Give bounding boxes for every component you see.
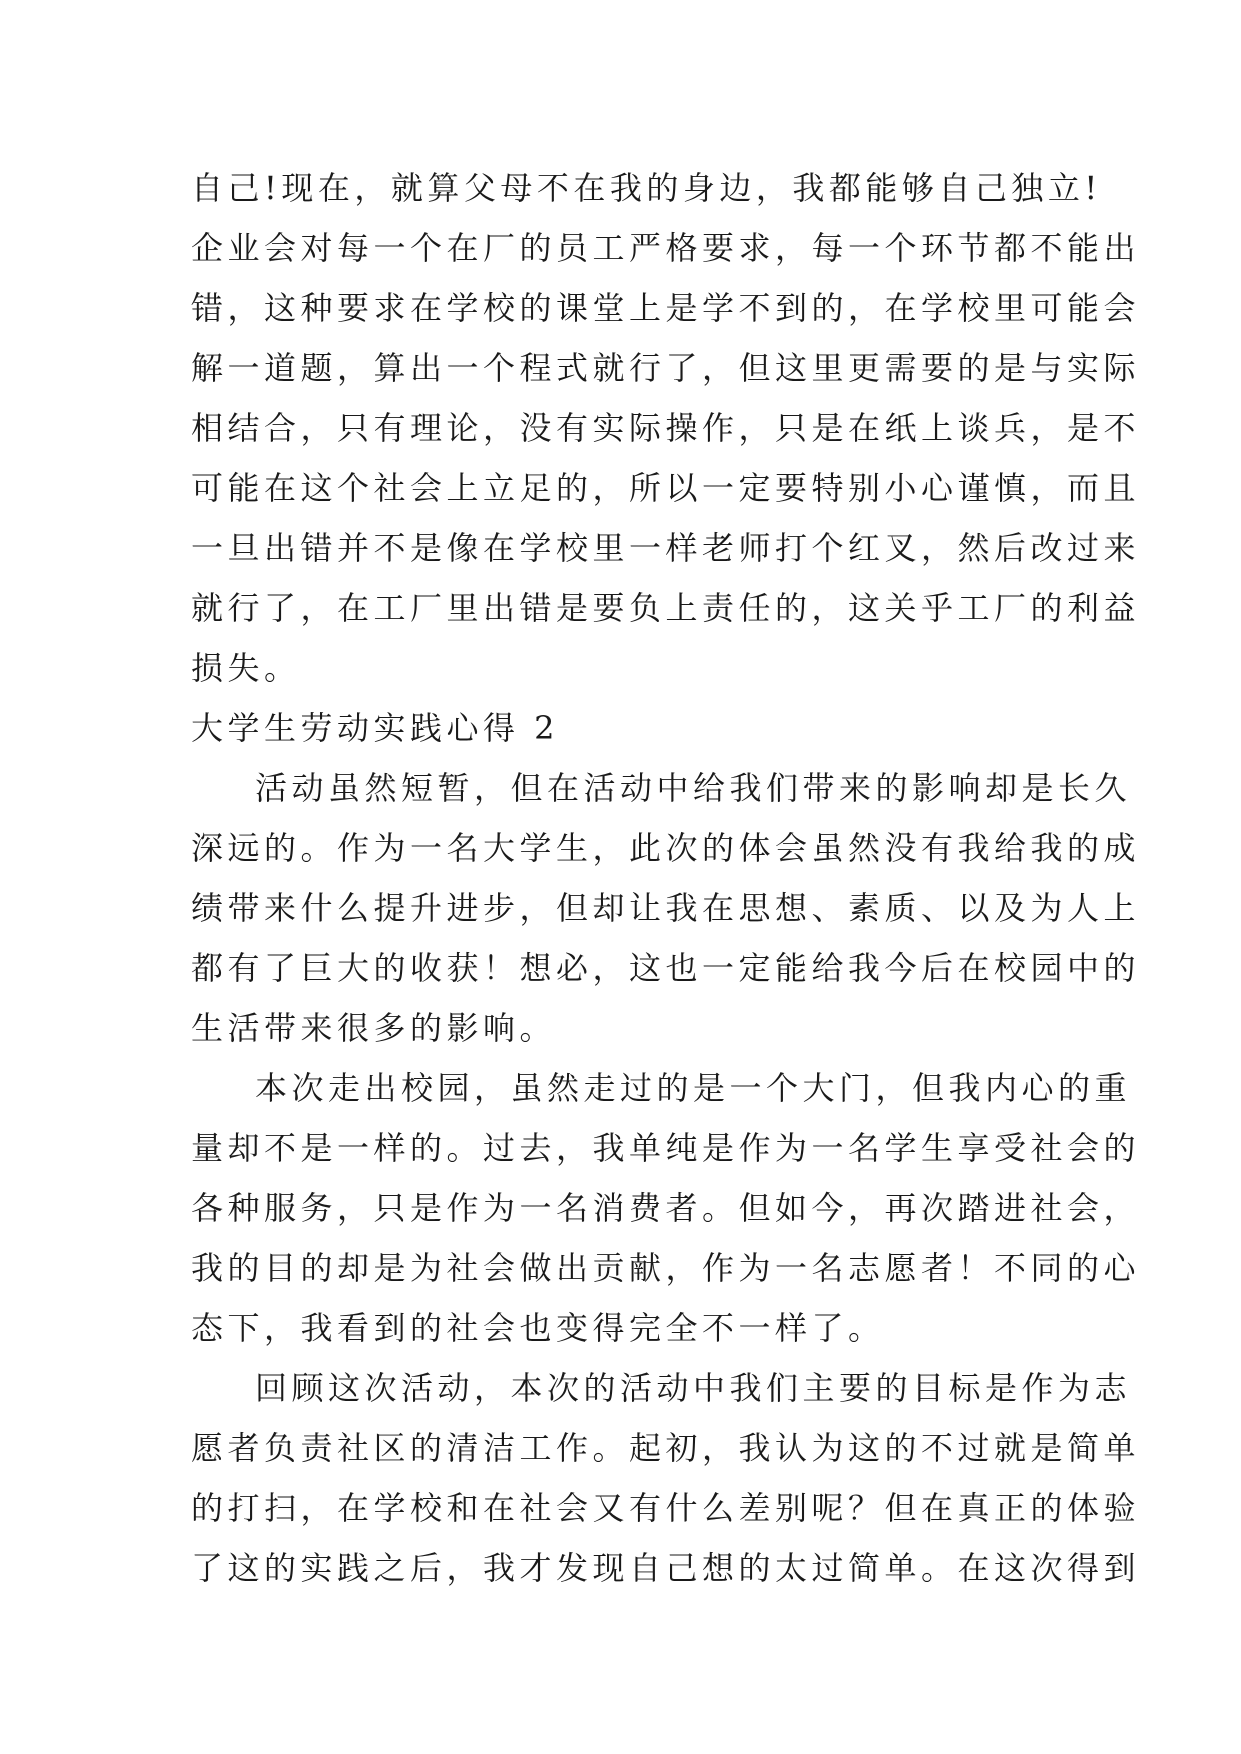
text-line: 我的目的却是为社会做出贡献，作为一名志愿者！不同的心 <box>191 1249 1141 1287</box>
text-line: 错，这种要求在学校的课堂上是学不到的，在学校里可能会 <box>191 289 1141 327</box>
text-line: 量却不是一样的。过去，我单纯是作为一名学生享受社会的 <box>191 1129 1141 1167</box>
text-line: 了这的实践之后，我才发现自己想的太过简单。在这次得到 <box>191 1549 1141 1587</box>
text-line: 活动虽然短暂，但在活动中给我们带来的影响却是长久 <box>255 769 1132 807</box>
text-line: 愿者负责社区的清洁工作。起初，我认为这的不过就是简单 <box>191 1429 1141 1467</box>
paragraph-continued <box>191 158 1141 698</box>
text-line: 自己!现在，就算父母不在我的身边，我都能够自己独立! <box>191 169 1102 207</box>
text-line: 一旦出错并不是像在学校里一样老师打个红叉，然后改过来 <box>191 529 1141 567</box>
text-line: 回顾这次活动，本次的活动中我们主要的目标是作为志 <box>255 1369 1132 1407</box>
text-line: 深远的。作为一名大学生，此次的体会虽然没有我给我的成 <box>191 829 1141 867</box>
text-line: 绩带来什么提升进步，但却让我在思想、素质、以及为人上 <box>191 889 1141 927</box>
paragraph <box>191 1358 1141 1598</box>
text-line: 相结合，只有理论，没有实际操作，只是在纸上谈兵，是不 <box>191 409 1141 447</box>
text-line: 损失。 <box>191 649 301 687</box>
text-line: 就行了，在工厂里出错是要负上责任的，这关乎工厂的利益 <box>191 589 1141 627</box>
text-line: 的打扫，在学校和在社会又有什么差别呢？但在真正的体验 <box>191 1489 1141 1527</box>
text-line: 解一道题，算出一个程式就行了，但这里更需要的是与实际 <box>191 349 1141 387</box>
section-heading: 大学生劳动实践心得 2 <box>191 709 560 747</box>
text-line: 生活带来很多的影响。 <box>191 1009 557 1047</box>
paragraph <box>191 758 1141 1058</box>
text-line: 都有了巨大的收获！想必，这也一定能给我今后在校园中的 <box>191 949 1141 987</box>
document-body <box>191 158 1141 1598</box>
paragraph <box>191 1058 1141 1358</box>
text-line: 企业会对每一个在厂的员工严格要求，每一个环节都不能出 <box>191 229 1141 267</box>
text-line: 可能在这个社会上立足的，所以一定要特别小心谨慎，而且 <box>191 469 1141 507</box>
text-line: 态下，我看到的社会也变得完全不一样了。 <box>191 1309 885 1347</box>
text-line: 各种服务，只是作为一名消费者。但如今，再次踏进社会， <box>191 1189 1141 1227</box>
text-line: 本次走出校园，虽然走过的是一个大门，但我内心的重 <box>255 1069 1132 1107</box>
